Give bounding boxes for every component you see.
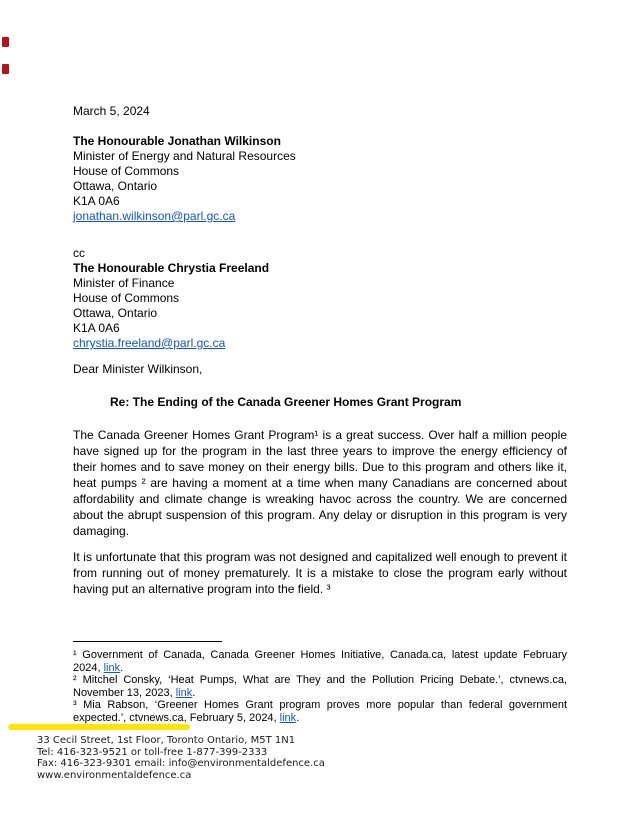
- footnote-3-link[interactable]: link: [279, 711, 297, 724]
- salutation: Dear Minister Wilkinson,: [73, 362, 203, 376]
- footer-telephone: Tel: 416-323-9521 or toll-free 1-877-399-2333: [37, 746, 268, 758]
- footer-website: www.environmentaldefence.ca: [37, 769, 192, 781]
- recipient-org: House of Commons: [73, 164, 180, 178]
- recipient-address-block: [73, 134, 296, 224]
- footnote-2-text: ² Mitchel Consky, ‘Heat Pumps, What are They and the Pollution Pricing Debate.’, ctvnews.ca, November 13, 2023,: [73, 674, 567, 699]
- cc-city: Ottawa, Ontario: [73, 306, 158, 320]
- footnote-1: [73, 649, 567, 674]
- recipient-city: Ottawa, Ontario: [73, 179, 158, 193]
- footnote-3-text: ³ Mia Rabson, ‘Greener Homes Grant program proves more popular than federal government expected.’, ctvnews.ca, February 5, 2024,: [73, 699, 567, 724]
- footnote-1-suffix: .: [120, 661, 124, 674]
- footer-contact-block: [37, 735, 325, 781]
- comment-marker-icon[interactable]: [2, 64, 9, 74]
- footnote-2-suffix: .: [192, 686, 196, 699]
- subject-line: Re: The Ending of the Canada Greener Homes Grant Program: [110, 395, 462, 409]
- footnote-2: [73, 674, 567, 699]
- cc-address-block: [73, 246, 269, 351]
- footnotes-block: [73, 649, 567, 724]
- letter-date: March 5, 2024: [73, 104, 150, 118]
- footnote-2-link[interactable]: link: [175, 686, 193, 699]
- cc-name: The Honourable Chrystia Freeland: [73, 261, 270, 275]
- recipient-email-link[interactable]: jonathan.wilkinson@parl.gc.ca: [73, 209, 236, 223]
- yellow-highlight-stroke: [8, 724, 190, 730]
- body-paragraph-1: The Canada Greener Homes Grant Program¹ is a great success. Over half a million people have signed up for the program in the last three years to improve the energy efficiency of their homes and to save money on their energy bills. Due to this program and others like it, heat pumps ² are having a moment at a time when many Canadians are concerned about affordability and climate change is wreaking havoc across the country. We are concerned about the abrupt suspension of this program. Any delay or disruption in this program is very damaging.: [73, 428, 567, 538]
- cc-postal: K1A 0A6: [73, 321, 120, 335]
- footnote-1-link[interactable]: link: [103, 661, 121, 674]
- recipient-name: The Honourable Jonathan Wilkinson: [73, 134, 281, 148]
- body-paragraph-2: It is unfortunate that this program was not designed and capitalized well enough to prevent it from running out of money prematurely. It is a mistake to close the program early without having put an alternative program into the field. ³: [73, 550, 567, 596]
- recipient-role: Minister of Energy and Natural Resources: [73, 149, 296, 163]
- footnote-divider: [73, 641, 222, 642]
- comment-marker-icon[interactable]: [2, 37, 9, 47]
- footnote-3-suffix: .: [296, 711, 300, 724]
- cc-org: House of Commons: [73, 291, 180, 305]
- cc-label: cc: [73, 246, 85, 260]
- footer-street-address: 33 Cecil Street, 1st Floor, Toronto Ontario, M5T 1N1: [37, 735, 296, 746]
- cc-email-link[interactable]: chrystia.freeland@parl.gc.ca: [73, 336, 226, 350]
- footnote-3: [73, 699, 567, 724]
- footnote-1-text: ¹ Government of Canada, Canada Greener Homes Initiative, Canada.ca, latest update February 2024,: [73, 649, 567, 674]
- footer-fax-email: Fax: 416-323-9301 email: info@environmentaldefence.ca: [37, 758, 325, 769]
- recipient-postal: K1A 0A6: [73, 194, 120, 208]
- cc-role: Minister of Finance: [73, 276, 175, 290]
